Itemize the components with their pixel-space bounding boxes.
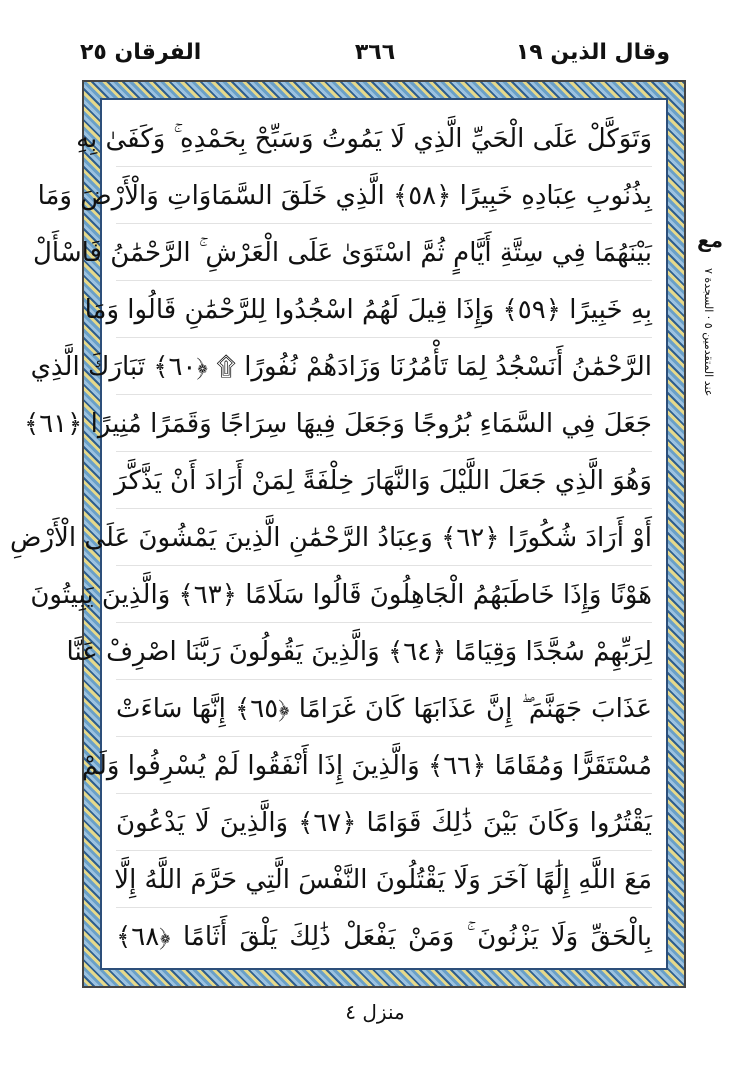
ruku-marker-detail: عند المتقدمين ٥ · السجدة ٧	[702, 268, 715, 397]
verse-line: وَتَوَكَّلْ عَلَى الْحَيِّ الَّذِي لَا يَمُوتُ وَسَبِّحْ بِحَمْدِهِ ۚ وَكَفَىٰ بِهِ	[116, 112, 652, 167]
page-number: ٣٦٦	[354, 40, 396, 65]
verse-line: هَوْنًا وَإِذَا خَاطَبَهُمُ الْجَاهِلُونَ قَالُوا سَلَامًا ﴿٦٣﴾ وَالَّذِينَ يَبِيتُونَ	[116, 568, 652, 623]
verse-line: جَعَلَ فِي السَّمَاءِ بُرُوجًا وَجَعَلَ فِيهَا سِرَاجًا وَقَمَرًا مُنِيرًا ﴿٦١﴾	[116, 397, 652, 452]
verse-line: وَهُوَ الَّذِي جَعَلَ اللَّيْلَ وَالنَّهَارَ خِلْفَةً لِمَنْ أَرَادَ أَنْ يَذَّكَّرَ	[116, 454, 652, 509]
surah-title: الفرقان ٢٥	[80, 40, 202, 65]
manzil-footer: منزل ٤	[345, 1000, 405, 1024]
page-header	[80, 40, 670, 76]
verse-line: أَوْ أَرَادَ شُكُورًا ﴿٦٢﴾ وَعِبَادُ الرَّحْمَٰنِ الَّذِينَ يَمْشُونَ عَلَى الْأَرْضِ	[116, 511, 652, 566]
verse-line: بِالْحَقِّ وَلَا يَزْنُونَ ۚ وَمَنْ يَفْعَلْ ذَٰلِكَ يَلْقَ أَثَامًا ﴿٦٨﴾	[116, 922, 652, 952]
juz-title: وقال الذين ١٩	[515, 40, 670, 65]
ruku-margin-note	[690, 228, 730, 408]
verse-line: مُسْتَقَرًّا وَمُقَامًا ﴿٦٦﴾ وَالَّذِينَ إِذَا أَنْفَقُوا لَمْ يُسْرِفُوا وَلَمْ	[116, 739, 652, 794]
ruku-marker: مع	[696, 228, 724, 252]
verse-line: يَقْتُرُوا وَكَانَ بَيْنَ ذَٰلِكَ قَوَامًا ﴿٦٧﴾ وَالَّذِينَ لَا يَدْعُونَ	[116, 796, 652, 851]
verse-line: بَيْنَهُمَا فِي سِتَّةِ أَيَّامٍ ثُمَّ اسْتَوَىٰ عَلَى الْعَرْشِ ۚ الرَّحْمَٰنُ فَاسْأَلْ	[116, 226, 652, 281]
verse-line: الرَّحْمَٰنُ أَنَسْجُدُ لِمَا تَأْمُرُنَا وَزَادَهُمْ نُفُورًا ۩ ﴿٦٠﴾ تَبَارَكَ الَّذِي	[116, 340, 652, 395]
verse-line: بِذُنُوبِ عِبَادِهِ خَبِيرًا ﴿٥٨﴾ الَّذِي خَلَقَ السَّمَاوَاتِ وَالْأَرْضَ وَمَا	[116, 169, 652, 224]
verse-line: بِهِ خَبِيرًا ﴿٥٩﴾ وَإِذَا قِيلَ لَهُمُ اسْجُدُوا لِلرَّحْمَٰنِ قَالُوا وَمَا	[116, 283, 652, 338]
text-panel	[10, 98, 668, 970]
verse-line: مَعَ اللَّهِ إِلَٰهًا آخَرَ وَلَا يَقْتُلُونَ النَّفْسَ الَّتِي حَرَّمَ اللَّهُ إِلَّا	[116, 853, 652, 908]
verse-line: لِرَبِّهِمْ سُجَّدًا وَقِيَامًا ﴿٦٤﴾ وَالَّذِينَ يَقُولُونَ رَبَّنَا اصْرِفْ عَنَّا	[116, 625, 652, 680]
decorative-border	[10, 80, 686, 988]
verse-line: عَذَابَ جَهَنَّمَ ۖ إِنَّ عَذَابَهَا كَانَ غَرَامًا ﴿٦٥﴾ إِنَّهَا سَاءَتْ	[116, 682, 652, 737]
